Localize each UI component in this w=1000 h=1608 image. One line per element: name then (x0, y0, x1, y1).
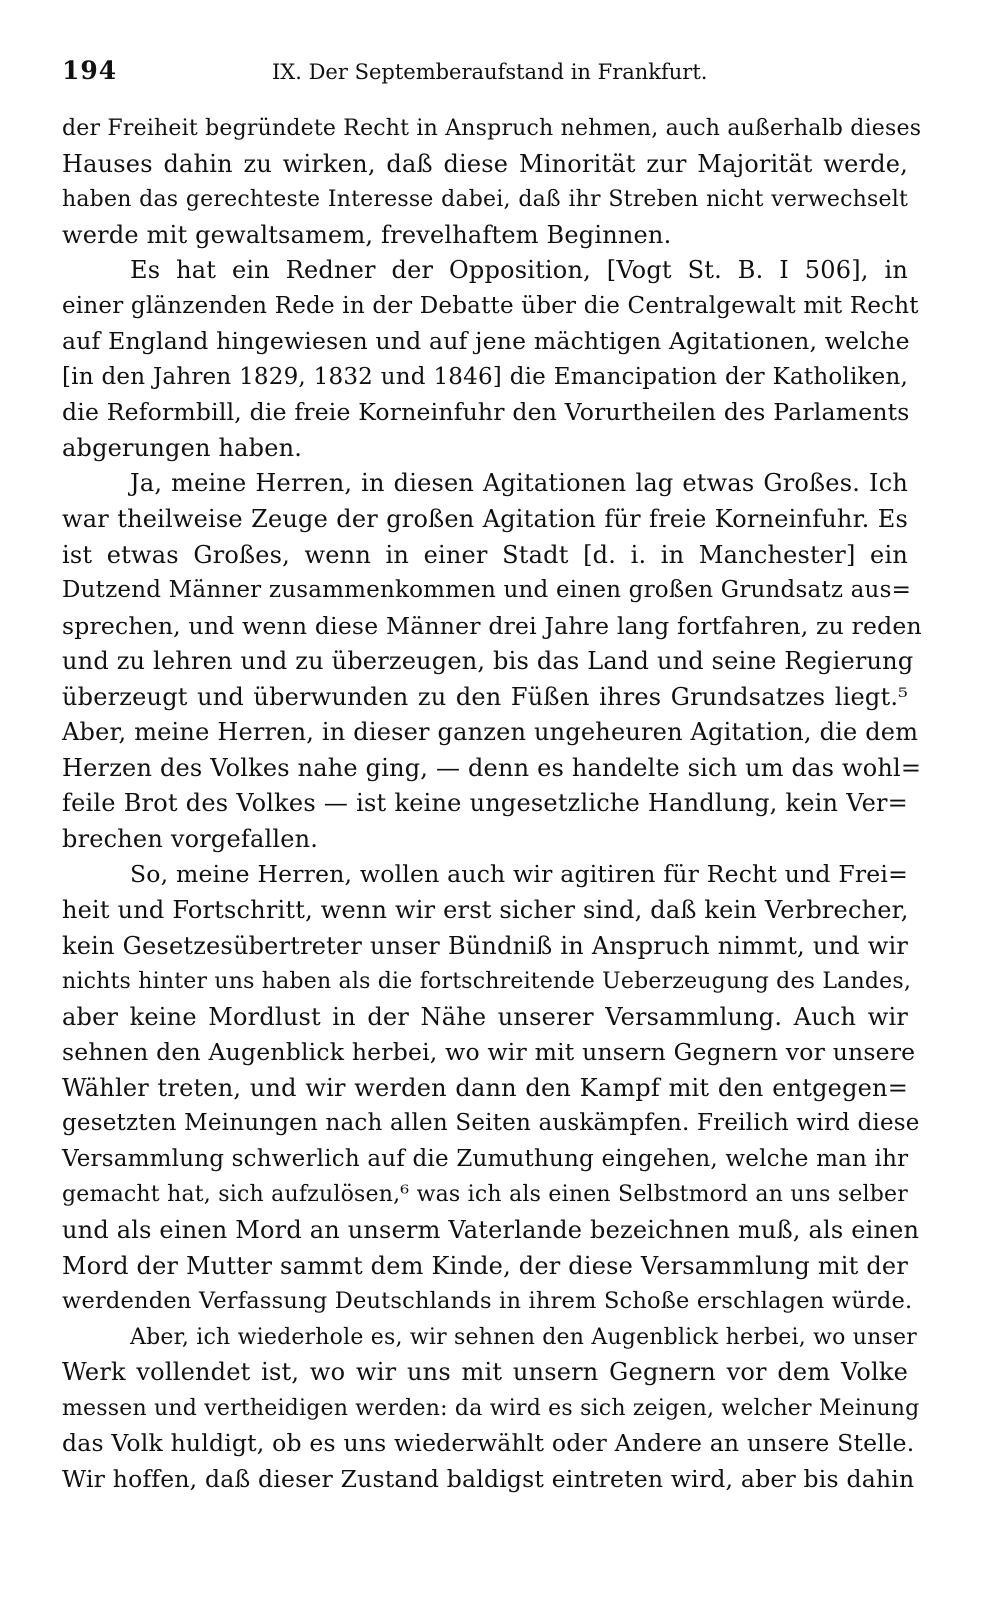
text-line: Hauses dahin zu wirken, daß diese Minorität zur Majorität werde, (62, 149, 908, 178)
text-line: Wähler treten, und wir werden dann den Kampf mit den entgegen= (62, 1073, 908, 1102)
text-line: aber keine Mordlust in der Nähe unserer Versammlung. Auch wir (62, 1002, 908, 1031)
text-line: haben das gerechteste Interesse dabei, daß ihr Streben nicht verwechselt (62, 187, 908, 213)
text-line: Versammlung schwerlich auf die Zumuthung eingehen, welche man ihr (62, 1145, 909, 1172)
text-line: messen und vertheidigen werden: da wird es sich zeigen, welcher Meinung (62, 1395, 920, 1421)
text-line: Es hat ein Redner der Opposition, [Vogt St. B. I 506], in (130, 256, 908, 285)
text-line: Dutzend Männer zusammenkommen und einen großen Grundsatz aus= (62, 577, 912, 604)
text-line: und zu lehren und zu überzeugen, bis das Land und seine Regierung (62, 647, 914, 676)
text-line: Mord der Mutter sammt dem Kinde, der diese Versammlung mit der (62, 1251, 908, 1280)
text-line: werde mit gewaltsamem, frevelhaftem Beginnen. (62, 220, 672, 249)
text-line: brechen vorgefallen. (62, 824, 319, 853)
text-line: der Freiheit begründete Recht in Anspruch nehmen, auch außerhalb dieses (62, 116, 922, 141)
text-line: abgerungen haben. (62, 433, 303, 462)
text-line: Aber, ich wiederhole es, wir sehnen den Augenblick herbei, wo unser (130, 1324, 917, 1350)
text-line: Werk vollendet ist, wo wir uns mit unsern Gegnern vor dem Volke (62, 1358, 908, 1387)
text-line: war theilweise Zeuge der großen Agitation für freie Korneinfuhr. Es (62, 505, 908, 534)
page-header (62, 52, 910, 92)
text-line: Aber, meine Herren, in dieser ganzen ungeheuren Agitation, die dem (62, 718, 919, 747)
text-line: werdenden Verfassung Deutschlands in ihrem Schoße erschlagen würde. (62, 1288, 913, 1315)
text-line: So, meine Herren, wollen auch wir agitiren für Recht und Frei= (130, 860, 908, 889)
page-number: 194 (62, 56, 118, 85)
text-line: feile Brot des Volkes — ist keine ungesetzliche Handlung, kein Ver= (62, 789, 908, 818)
text-line: kein Gesetzesübertreter unser Bündniß in Anspruch nimmt, und wir (62, 931, 908, 960)
text-line: überzeugt und überwunden zu den Füßen ihres Grundsatzes liegt.⁵ (62, 682, 908, 711)
text-line: [in den Jahren 1829, 1832 und 1846] die Emancipation der Katholiken, (62, 363, 908, 390)
text-line: einer glänzenden Rede in der Debatte über die Centralgewalt mit Recht (62, 292, 919, 319)
text-line: nichts hinter uns haben als die fortschreitende Ueberzeugung des Landes, (62, 969, 912, 995)
running-head: IX. Der Septemberaufstand in Frankfurt. (272, 60, 708, 84)
text-line: und als einen Mord an unserm Vaterlande bezeichnen muß, als einen (62, 1215, 920, 1244)
text-line: Wir hoffen, daß dieser Zustand baldigst eintreten wird, aber bis dahin (62, 1464, 915, 1493)
text-line: gesetzten Meinungen nach allen Seiten auskämpfen. Freilich wird diese (62, 1110, 920, 1137)
text-line: auf England hingewiesen und auf jene mächtigen Agitationen, welche (62, 327, 910, 356)
text-line: Ja, meine Herren, in diesen Agitationen lag etwas Großes. Ich (130, 469, 908, 498)
text-line: das Volk huldigt, ob es uns wiederwählt oder Andere an unsere Stelle. (62, 1429, 915, 1458)
text-line: heit und Fortschritt, wenn wir erst sicher sind, daß kein Verbrecher, (62, 896, 909, 925)
text-line: gemacht hat, sich aufzulösen,⁶ was ich als einen Selbstmord an uns selber (62, 1182, 908, 1208)
body-text (62, 111, 922, 1497)
text-line: sehnen den Augenblick herbei, wo wir mit unsern Gegnern vor unsere (62, 1038, 916, 1067)
text-line: Herzen des Volkes nahe ging, — denn es handelte sich um das wohl= (62, 753, 922, 782)
text-line: ist etwas Großes, wenn in einer Stadt [d. i. in Manchester] ein (62, 540, 908, 569)
text-line: die Reformbill, die freie Korneinfuhr den Vorurtheilen des Parlaments (62, 398, 910, 427)
text-line: sprechen, und wenn diese Männer drei Jahre lang fortfahren, zu reden (62, 611, 922, 640)
